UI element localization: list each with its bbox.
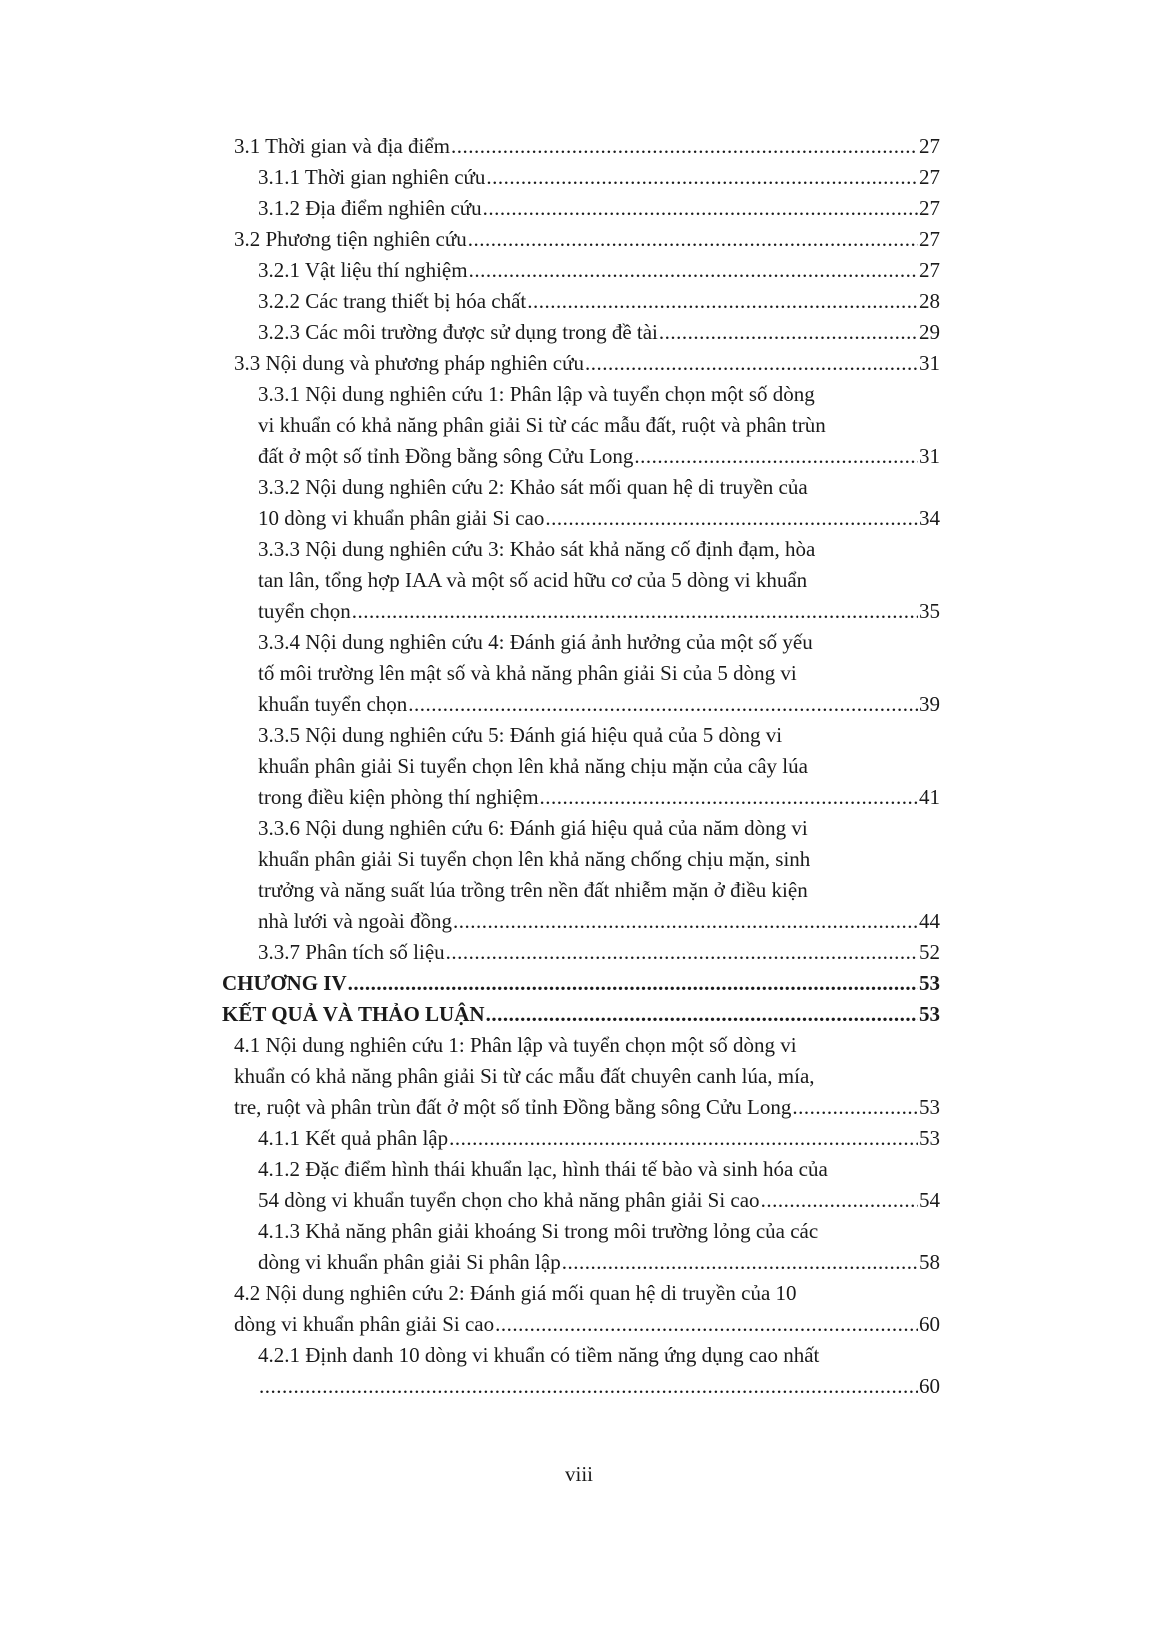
dot-leader xyxy=(483,193,918,224)
toc-entry[interactable] xyxy=(222,317,940,348)
toc-entry[interactable] xyxy=(222,472,940,534)
toc-page-number: 35 xyxy=(919,599,940,623)
toc-entry-line xyxy=(258,286,940,317)
dot-leader xyxy=(408,689,918,720)
toc-page-number: 31 xyxy=(919,444,940,468)
toc-entry-line xyxy=(258,441,940,472)
toc-entry[interactable] xyxy=(222,813,940,937)
dot-leader xyxy=(451,131,918,162)
toc-entry-text: 3.1.1 Thời gian nghiên cứu xyxy=(258,165,486,189)
toc-entry-text: 4.1.1 Kết quả phân lập xyxy=(258,1126,449,1150)
toc-page-number: 34 xyxy=(919,506,940,530)
toc-entry-text: đất ở một số tỉnh Đồng bằng sông Cửu Long xyxy=(258,444,634,468)
toc-entry-text: 3.3.5 Nội dung nghiên cứu 5: Đánh giá hiệu quả của 5 dòng vi xyxy=(258,723,783,747)
toc-entry[interactable] xyxy=(222,379,940,472)
toc-entry-text: 3.3.6 Nội dung nghiên cứu 6: Đánh giá hiệu quả của năm dòng vi xyxy=(258,816,808,840)
toc-entry[interactable] xyxy=(222,1123,940,1154)
dot-leader xyxy=(527,286,918,317)
dot-leader xyxy=(348,968,918,999)
toc-entry-line xyxy=(258,317,940,348)
toc-entry-text: 3.3.1 Nội dung nghiên cứu 1: Phân lập và tuyển chọn một số dòng xyxy=(258,382,815,406)
toc-entry[interactable] xyxy=(222,1030,940,1123)
dot-leader xyxy=(540,782,918,813)
toc-entry-text: khuẩn có khả năng phân giải Si từ các mẫu đất chuyên canh lúa, mía, xyxy=(234,1064,815,1088)
toc-page-number: 53 xyxy=(919,1095,940,1119)
toc-entry[interactable] xyxy=(222,534,940,627)
toc-entry-text: trưởng và năng suất lúa trồng trên nền đất nhiễm mặn ở điều kiện xyxy=(258,878,808,902)
toc-page-number: 53 xyxy=(919,1126,940,1150)
dot-leader xyxy=(469,255,918,286)
toc-entry-line xyxy=(234,348,940,379)
toc-page-number: 53 xyxy=(919,971,940,995)
toc-page-number: 52 xyxy=(919,940,940,964)
dot-leader xyxy=(659,317,918,348)
dot-leader xyxy=(486,162,918,193)
toc-entry[interactable] xyxy=(222,193,940,224)
toc-entry-text: 3.2 Phương tiện nghiên cứu xyxy=(234,227,467,251)
toc-entry-text: tan lân, tổng hợp IAA và một số acid hữu cơ của 5 dòng vi khuẩn xyxy=(258,568,808,592)
toc-entry-line xyxy=(258,689,940,720)
dot-leader xyxy=(453,906,918,937)
toc-entry[interactable] xyxy=(222,162,940,193)
toc-entry-line xyxy=(258,1185,940,1216)
toc-entry-line xyxy=(258,782,940,813)
toc-entry-text: vi khuẩn có khả năng phân giải Si từ các mẫu đất, ruột và phân trùn xyxy=(258,413,826,437)
toc-entry-text: 4.1.2 Đặc điểm hình thái khuẩn lạc, hình thái tế bào và sinh hóa của xyxy=(258,1157,828,1181)
toc-entry-text: 3.3.2 Nội dung nghiên cứu 2: Khảo sát mối quan hệ di truyền của xyxy=(258,475,808,499)
toc-page-number: 27 xyxy=(919,134,940,158)
toc-entry-line xyxy=(258,255,940,286)
toc-page-number: 60 xyxy=(919,1312,940,1336)
dot-leader xyxy=(761,1185,918,1216)
toc-entry[interactable] xyxy=(222,1340,940,1402)
toc-entry-line xyxy=(234,1092,940,1123)
toc-entry-text: 10 dòng vi khuẩn phân giải Si cao xyxy=(258,506,545,530)
toc-entry[interactable] xyxy=(222,1154,940,1216)
toc-entry-line xyxy=(258,937,940,968)
toc-entry-line xyxy=(222,999,940,1030)
toc-entry[interactable] xyxy=(222,348,940,379)
toc-page-number: 31 xyxy=(919,351,940,375)
dot-leader xyxy=(495,1309,918,1340)
toc-entry-line xyxy=(258,596,940,627)
dot-leader xyxy=(585,348,918,379)
toc-entry-text: KẾT QUẢ VÀ THẢO LUẬN xyxy=(222,1002,485,1026)
toc-entry-text: 4.1.3 Khả năng phân giải khoáng Si trong môi trường lỏng của các xyxy=(258,1219,819,1243)
toc-entry-line xyxy=(234,1309,940,1340)
toc-entry-line xyxy=(258,193,940,224)
page-number: viii xyxy=(564,1462,593,1486)
toc-entry-text: 4.2 Nội dung nghiên cứu 2: Đánh giá mối quan hệ di truyền của 10 xyxy=(234,1281,797,1305)
toc-entry-text: dòng vi khuẩn phân giải Si phân lập xyxy=(258,1250,561,1274)
toc-entry-text: 3.1.2 Địa điểm nghiên cứu xyxy=(258,196,482,220)
dot-leader xyxy=(352,596,918,627)
toc-entry[interactable] xyxy=(222,255,940,286)
toc-page-number: 39 xyxy=(919,692,940,716)
toc-entry[interactable] xyxy=(222,999,940,1030)
toc-entry[interactable] xyxy=(222,627,940,720)
toc-entry-text: nhà lưới và ngoài đồng xyxy=(258,909,452,933)
toc-page-number: 54 xyxy=(919,1188,940,1212)
toc-page-number: 53 xyxy=(919,1002,940,1026)
toc-entry-text: 3.3 Nội dung và phương pháp nghiên cứu xyxy=(234,351,584,375)
toc-entry-line xyxy=(234,131,940,162)
toc-entry-line xyxy=(258,1247,940,1278)
dot-leader xyxy=(634,441,918,472)
toc-entry-line xyxy=(222,968,940,999)
toc-entry-text: 3.1 Thời gian và địa điểm xyxy=(234,134,451,158)
table-of-contents xyxy=(222,131,940,1402)
toc-entry[interactable] xyxy=(222,224,940,255)
toc-page-number: 58 xyxy=(919,1250,940,1274)
toc-entry[interactable] xyxy=(222,1278,940,1340)
dot-leader xyxy=(468,224,918,255)
toc-entry-line xyxy=(234,224,940,255)
toc-page-number: 44 xyxy=(919,909,940,933)
dot-leader xyxy=(449,1123,918,1154)
toc-entry-text: 3.2.3 Các môi trường được sử dụng trong đề tài xyxy=(258,320,658,344)
toc-entry-text: tuyển chọn xyxy=(258,599,351,623)
toc-entry[interactable] xyxy=(222,1216,940,1278)
toc-entry-line xyxy=(258,503,940,534)
toc-page-number: 27 xyxy=(919,165,940,189)
dot-leader xyxy=(486,999,918,1030)
toc-entry[interactable] xyxy=(222,937,940,968)
toc-page-number: 28 xyxy=(919,289,940,313)
toc-entry-text: CHƯƠNG IV xyxy=(222,971,347,995)
toc-page-number: 60 xyxy=(919,1374,940,1398)
toc-page-number: 41 xyxy=(919,785,940,809)
dot-leader xyxy=(446,937,918,968)
toc-entry[interactable] xyxy=(222,131,940,162)
toc-entry-text: trong điều kiện phòng thí nghiệm xyxy=(258,785,539,809)
toc-entry-line xyxy=(258,1371,940,1402)
toc-entry[interactable] xyxy=(222,286,940,317)
toc-entry[interactable] xyxy=(222,720,940,813)
toc-entry-text: tre, ruột và phân trùn đất ở một số tỉnh Đồng bằng sông Cửu Long xyxy=(234,1095,792,1119)
toc-entry-text: tố môi trường lên mật số và khả năng phân giải Si của 5 dòng vi xyxy=(258,661,797,685)
toc-entry-line xyxy=(258,1123,940,1154)
toc-page-number: 29 xyxy=(919,320,940,344)
toc-entry-text: 4.1 Nội dung nghiên cứu 1: Phân lập và tuyển chọn một số dòng vi xyxy=(234,1033,797,1057)
toc-entry-text: khuẩn phân giải Si tuyển chọn lên khả năng chống chịu mặn, sinh xyxy=(258,847,811,871)
toc-entry-text: 3.3.3 Nội dung nghiên cứu 3: Khảo sát khả năng cố định đạm, hòa xyxy=(258,537,816,561)
toc-entry-text: khuẩn tuyển chọn xyxy=(258,692,408,716)
toc-entry[interactable] xyxy=(222,968,940,999)
toc-page-number: 27 xyxy=(919,258,940,282)
dot-leader xyxy=(792,1092,918,1123)
toc-entry-text: 3.2.2 Các trang thiết bị hóa chất xyxy=(258,289,527,313)
toc-entry-text: 4.2.1 Định danh 10 dòng vi khuẩn có tiềm năng ứng dụng cao nhất xyxy=(258,1343,820,1367)
toc-page-number: 27 xyxy=(919,227,940,251)
dot-leader xyxy=(259,1371,918,1402)
toc-entry-text: 3.3.4 Nội dung nghiên cứu 4: Đánh giá ảnh hưởng của một số yếu xyxy=(258,630,813,654)
toc-entry-text: khuẩn phân giải Si tuyển chọn lên khả năng chịu mặn của cây lúa xyxy=(258,754,808,778)
toc-entry-text: 54 dòng vi khuẩn tuyển chọn cho khả năng phân giải Si cao xyxy=(258,1188,760,1212)
toc-entry-line xyxy=(258,906,940,937)
toc-entry-text: 3.3.7 Phân tích số liệu xyxy=(258,940,445,964)
toc-page-number: 27 xyxy=(919,196,940,220)
toc-entry-text: dòng vi khuẩn phân giải Si cao xyxy=(234,1312,495,1336)
dot-leader xyxy=(562,1247,918,1278)
toc-entry-text: 3.2.1 Vật liệu thí nghiệm xyxy=(258,258,468,282)
dot-leader xyxy=(545,503,918,534)
toc-entry-line xyxy=(258,162,940,193)
